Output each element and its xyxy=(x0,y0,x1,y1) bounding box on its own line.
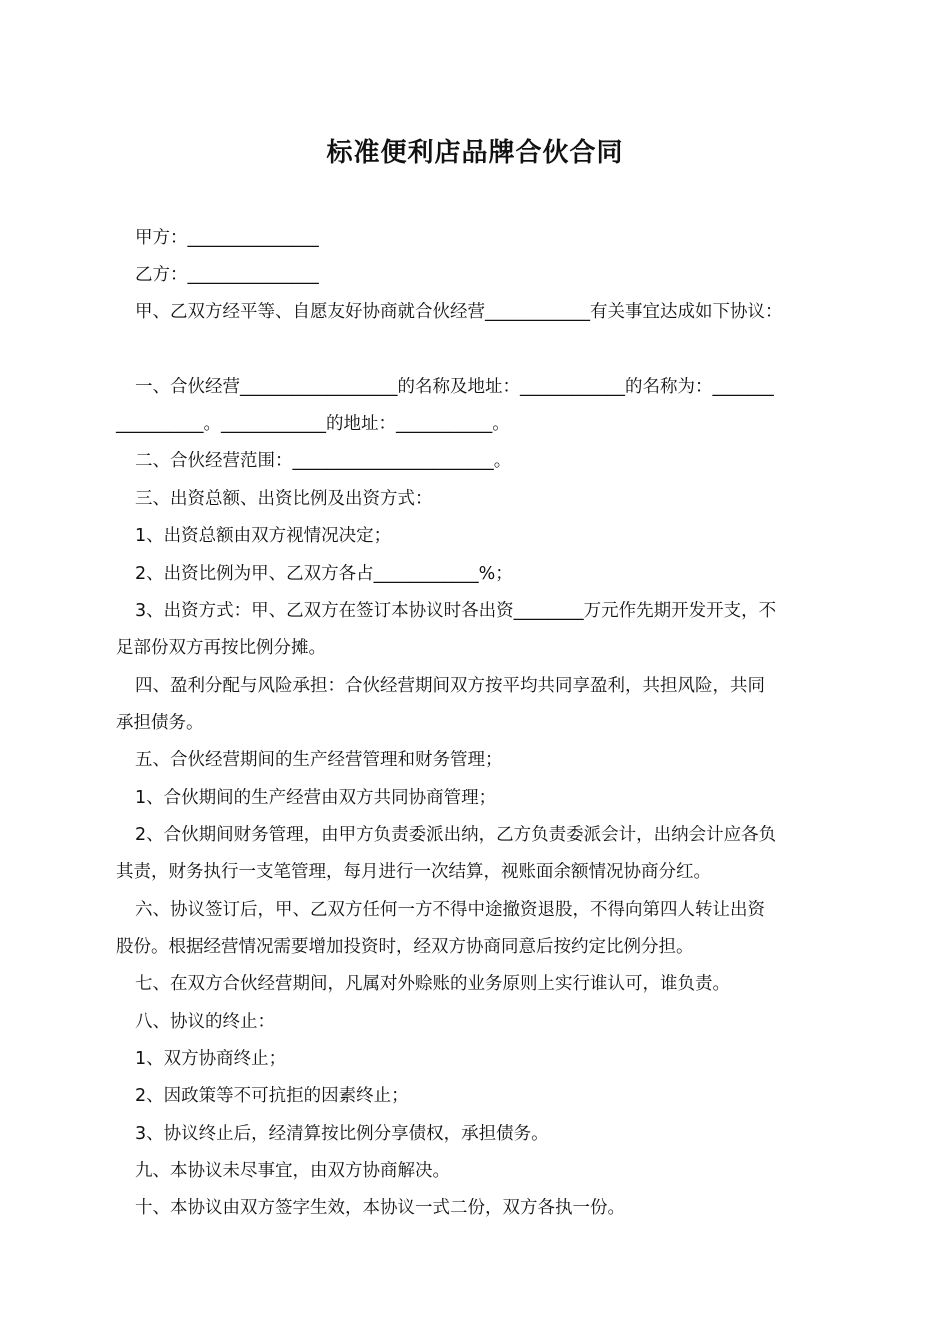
clause-8-item-2: 2、因政策等不可抗拒的因素终止； xyxy=(135,1086,409,1106)
clause-4-line-1: 四、盈利分配与风险承担：合伙经营期间双方按平均共同享盈利，共担风险，共同 xyxy=(135,676,765,696)
preamble-line: 甲、乙双方经平等、自愿友好协商就合伙经营____________有关事宜达成如下协议： xyxy=(135,302,783,322)
clause-3-item-3-line-1: 3、出资方式：甲、乙双方在签订本协议时各出资________万元作先期开发开支，不 xyxy=(135,601,777,621)
clause-3-heading: 三、出资总额、出资比例及出资方式： xyxy=(135,489,433,509)
clause-2-line: 二、合伙经营范围：_______________________。 xyxy=(135,451,512,471)
clause-4-line-2: 承担债务。 xyxy=(116,713,204,733)
clause-9-line: 九、本协议未尽事宜，由双方协商解决。 xyxy=(135,1161,450,1181)
clause-5-heading: 五、合伙经营期间的生产经营管理和财务管理； xyxy=(135,750,503,770)
clause-5-item-2-line-1: 2、合伙期间财务管理，由甲方负责委派出纳，乙方负责委派会计，出纳会计应各负 xyxy=(135,825,777,845)
clause-5-item-2-line-2: 其责，财务执行一支笔管理，每月进行一次结算，视账面余额情况协商分红。 xyxy=(116,862,711,882)
party-b-line: 乙方：_______________ xyxy=(135,265,319,285)
clause-6-line-1: 六、协议签订后，甲、乙双方任何一方不得中途撤资退股，不得向第四人转让出资 xyxy=(135,900,765,920)
clause-7-line: 七、在双方合伙经营期间，凡属对外赊账的业务原则上实行谁认可，谁负责。 xyxy=(135,974,730,994)
clause-8-item-3: 3、协议终止后，经清算按比例分享债权，承担债务。 xyxy=(135,1124,549,1144)
party-a-line: 甲方：_______________ xyxy=(135,228,319,248)
clause-8-item-1: 1、双方协商终止； xyxy=(135,1049,287,1069)
clause-1-line-1: 一、合伙经营__________________的名称及地址：____________的名称为：_______ xyxy=(135,377,774,397)
clause-5-item-1: 1、合伙期间的生产经营由双方共同协商管理； xyxy=(135,788,497,808)
clause-10-line: 十、本协议由双方签字生效，本协议一式二份，双方各执一份。 xyxy=(135,1198,625,1218)
clause-3-item-3-line-2: 足部份双方再按比例分摊。 xyxy=(116,638,326,658)
clause-3-item-2: 2、出资比例为甲、乙双方各占____________%； xyxy=(135,564,513,584)
clause-3-item-1: 1、出资总额由双方视情况决定； xyxy=(135,526,392,546)
clause-1-line-2: __________。____________的地址：___________。 xyxy=(116,414,510,434)
clause-6-line-2: 股份。根据经营情况需要增加投资时，经双方协商同意后按约定比例分担。 xyxy=(116,937,694,957)
document-title: 标准便利店品牌合伙合同 xyxy=(326,138,624,168)
clause-8-heading: 八、协议的终止： xyxy=(135,1012,275,1032)
